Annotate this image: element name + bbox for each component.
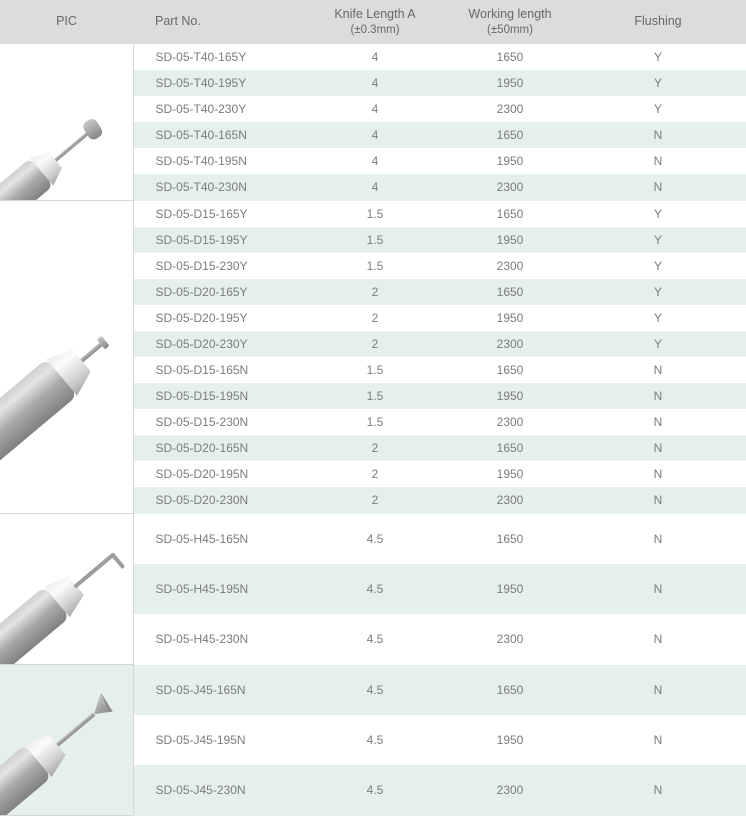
part-no-cell: SD-05-D15-165N (155, 363, 249, 377)
col-header-knife-length (300, 0, 450, 44)
working-length-cell: 1650 (450, 435, 570, 461)
working-length-cell: 2300 (496, 258, 524, 273)
working-length-cell: 2300 (496, 102, 524, 117)
t40-flat-cap-tool-illustration (0, 44, 133, 200)
flushing-cell: N (653, 415, 663, 430)
part-no-cell: SD-05-D20-195Y (155, 310, 248, 325)
knife-length-cell: 4.5 (300, 665, 450, 715)
working-length-cell: 2300 (450, 765, 570, 815)
knife-length-cell: 4 (371, 50, 379, 65)
table-row (0, 44, 746, 70)
pin-tip-tool-illustration (0, 201, 133, 513)
knife-length-cell: 1.5 (366, 363, 384, 377)
part-no-cell: SD-05-D15-195Y (133, 227, 300, 253)
flushing-cell: N (653, 632, 663, 647)
part-no-cell: SD-05-T40-165N (133, 122, 300, 148)
part-no-cell: SD-05-D20-230Y (133, 331, 300, 357)
pic-cell-angled-hook-tool (0, 514, 133, 665)
part-no-cell: SD-05-T40-195N (155, 154, 247, 169)
working-length-cell: 1950 (496, 732, 524, 747)
knife-length-cell: 1.5 (366, 206, 384, 221)
col-header-flushing-label: Flushing (634, 14, 682, 29)
working-length-cell: 1950 (496, 310, 524, 325)
col-header-knife-length-label: Knife Length A (334, 7, 416, 21)
working-length-cell: 2300 (450, 331, 570, 357)
part-no-cell: SD-05-D20-195N (155, 467, 249, 482)
pic-cell-pin-tip-tool (0, 201, 133, 514)
flushing-cell: Y (653, 102, 662, 117)
table-row (0, 514, 746, 564)
angled-hook-tool-illustration (0, 514, 133, 664)
part-no-cell: SD-05-D15-195N (133, 383, 300, 409)
working-length-cell: 1650 (496, 50, 524, 65)
flushing-cell: N (570, 383, 746, 409)
knife-length-cell: 4.5 (366, 531, 384, 546)
knife-length-cell: 4 (300, 122, 450, 148)
working-length-cell: 1650 (450, 279, 570, 305)
knife-length-cell: 4 (300, 70, 450, 96)
working-length-cell: 2300 (496, 632, 524, 647)
flushing-cell: N (570, 122, 746, 148)
part-no-cell: SD-05-H45-230N (155, 632, 249, 647)
flushing-cell: Y (570, 227, 746, 253)
knife-length-cell: 2 (300, 279, 450, 305)
flushing-cell: N (653, 154, 663, 169)
knife-length-cell: 2 (371, 310, 379, 325)
part-no-cell: SD-05-J45-230N (133, 765, 300, 815)
knife-length-cell: 4.5 (300, 765, 450, 815)
flushing-cell: Y (570, 70, 746, 96)
col-header-part-no-label: Part No. (155, 14, 201, 29)
flushing-cell: Y (570, 331, 746, 357)
flushing-cell: N (653, 467, 663, 482)
knife-length-cell: 4 (371, 102, 379, 117)
col-header-knife-length-tolerance: (±0.3mm) (350, 23, 400, 36)
col-header-working-length-tolerance: (±50mm) (487, 23, 533, 36)
part-no-cell: SD-05-J45-165N (133, 665, 300, 715)
working-length-cell: 1950 (496, 467, 524, 482)
flushing-cell: N (653, 732, 663, 747)
part-no-cell: SD-05-H45-165N (155, 531, 249, 546)
knife-length-cell: 4.5 (366, 732, 384, 747)
col-header-part-no (133, 0, 300, 44)
working-length-cell: 1950 (450, 383, 570, 409)
knife-length-cell: 4 (371, 154, 379, 169)
part-no-cell: SD-05-T40-230N (133, 174, 300, 200)
flushing-cell: N (653, 531, 663, 546)
knife-length-cell: 2 (300, 487, 450, 513)
working-length-cell: 2300 (450, 174, 570, 200)
part-no-cell: SD-05-D15-165Y (155, 206, 248, 221)
knife-length-cell: 4.5 (366, 632, 384, 647)
pic-cell-flared-tip-tool (0, 665, 133, 816)
flushing-cell: N (570, 765, 746, 815)
header-row (0, 0, 746, 44)
part-no-cell: SD-05-T40-195Y (133, 70, 300, 96)
working-length-cell: 1650 (496, 206, 524, 221)
col-header-working-length-label: Working length (468, 7, 552, 21)
part-no-cell: SD-05-D20-165Y (133, 279, 300, 305)
working-length-cell: 1950 (450, 564, 570, 614)
knife-length-cell: 1.5 (300, 227, 450, 253)
part-no-cell: SD-05-D20-230N (133, 487, 300, 513)
part-no-cell: SD-05-D15-230Y (155, 258, 248, 273)
col-header-flushing (570, 0, 746, 44)
part-no-cell: SD-05-D20-165N (133, 435, 300, 461)
knife-length-cell: 4.5 (300, 564, 450, 614)
flushing-cell: N (570, 174, 746, 200)
table-row (0, 665, 746, 715)
working-length-cell: 1650 (450, 665, 570, 715)
part-no-cell: SD-05-D15-230N (155, 415, 249, 430)
knife-length-cell: 1.5 (300, 383, 450, 409)
flushing-cell: N (570, 435, 746, 461)
flushing-cell: N (570, 665, 746, 715)
flushing-cell: Y (653, 310, 662, 325)
knife-length-cell: 1.5 (366, 258, 384, 273)
flushing-cell: N (570, 564, 746, 614)
flushing-cell: N (653, 363, 663, 377)
working-length-cell: 2300 (496, 415, 524, 430)
working-length-cell: 1650 (450, 122, 570, 148)
col-header-pic (0, 0, 133, 44)
table-body (0, 44, 746, 816)
working-length-cell: 2300 (450, 487, 570, 513)
knife-length-cell: 2 (371, 467, 379, 482)
flushing-cell: Y (570, 279, 746, 305)
table-row (0, 201, 746, 227)
part-no-cell: SD-05-H45-195N (133, 564, 300, 614)
flared-tip-tool-illustration (0, 665, 133, 815)
working-length-cell: 1650 (496, 363, 524, 377)
part-no-cell: SD-05-J45-195N (155, 732, 246, 747)
col-header-pic-label: PIC (56, 14, 77, 29)
flushing-cell: Y (653, 50, 662, 65)
knife-length-cell: 1.5 (366, 415, 384, 430)
working-length-cell: 1950 (450, 227, 570, 253)
knife-length-cell: 2 (300, 435, 450, 461)
knife-length-cell: 2 (300, 331, 450, 357)
working-length-cell: 1650 (496, 531, 524, 546)
pic-cell-t40-flat-cap-tool (0, 44, 133, 201)
table-header (0, 0, 746, 44)
flushing-cell: Y (653, 206, 662, 221)
working-length-cell: 1950 (450, 70, 570, 96)
flushing-cell: Y (653, 258, 662, 273)
knife-length-cell: 4 (300, 174, 450, 200)
flushing-cell: N (570, 487, 746, 513)
part-no-cell: SD-05-T40-165Y (155, 50, 247, 65)
col-header-working-length (450, 0, 570, 44)
working-length-cell: 1950 (496, 154, 524, 169)
part-no-cell: SD-05-T40-230Y (155, 102, 247, 117)
